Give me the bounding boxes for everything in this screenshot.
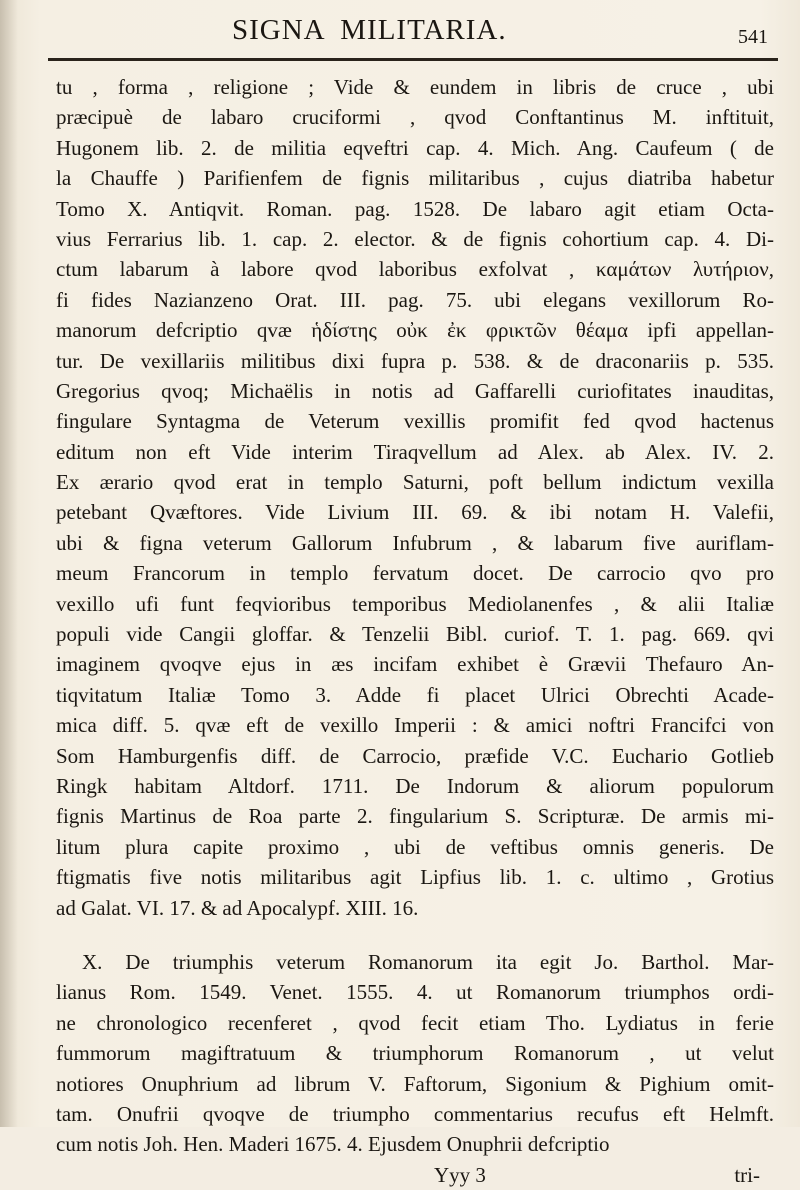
text-line: fignis Martinus de Roa parte 2. fingularium S. Scripturæ. De armis mi- (56, 804, 774, 829)
catchword-line (56, 1160, 774, 1190)
binding-shadow (0, 0, 18, 1127)
text-line: ftigmatis five notis militaribus agit Lipfius lib. 1. c. ultimo , Grotius (56, 865, 774, 890)
text-line: ctum labarum à labore qvod laboribus exfolvat , καμάτων λυτήριον, (56, 257, 774, 282)
text-line: la Chauffe ) Parifienfem de fignis militaribus , cujus diatriba habetur (56, 166, 774, 191)
text-line: Tomo X. Antiqvit. Roman. pag. 1528. De labaro agit etiam Octa- (56, 196, 774, 221)
text-line: X. De triumphis veterum Romanorum ita egit Jo. Barthol. Mar- (82, 949, 774, 974)
text-line: tiqvitatum Italiæ Tomo 3. Adde fi placet Ulrici Obrechti Acade- (56, 682, 774, 707)
text-line: Som Hamburgenfis diff. de Carrocio, præfide V.C. Euchario Gotlieb (56, 743, 774, 768)
text-line: notiores Onuphrium ad librum V. Faftorum, Sigonium & Pighium omit- (56, 1071, 774, 1096)
text-line: Hugonem lib. 2. de militia eqveftri cap. 4. Mich. Ang. Caufeum ( de (56, 135, 774, 160)
text-line: vexillo ufi funt feqvioribus temporibus Mediolanenfes , & alii Italiæ (56, 591, 774, 616)
text-line: fingulare Syntagma de Veterum vexillis promifit fed qvod hactenus (56, 409, 774, 434)
text-line: imaginem qvoqve ejus in æs incifam exhibet è Grævii Thefauro An- (56, 652, 774, 677)
text-line: Ex ærario qvod erat in templo Saturni, poft bellum indictum vexilla (56, 470, 774, 495)
text-line: Ringk habitam Altdorf. 1711. De Indorum & aliorum populorum (56, 773, 774, 798)
text-line: fi fides Nazianzeno Orat. III. pag. 75. ubi elegans vexillorum Ro- (56, 287, 774, 312)
text-line: Gregorius qvoq; Michaëlis in notis ad Gaffarelli curiofitates inauditas, (56, 378, 774, 403)
text-line: editum non eft Vide interim Tiraqvellum ad Alex. ab Alex. IV. 2. (56, 439, 774, 464)
text-line: litum plura capite proximo , ubi de veftibus omnis generis. De (56, 834, 774, 859)
text-line: tu , forma , religione ; Vide & eundem in libris de cruce , ubi (56, 75, 774, 99)
text-line: vius Ferrarius lib. 1. cap. 2. elector. & de fignis cohortium cap. 4. Di- (56, 226, 774, 251)
text-line: manorum defcriptio qvæ ἡδίστης οὐκ ἐκ φρικτῶν θέαμα ipfi appellan- (56, 318, 774, 343)
text-line: tur. De vexillariis militibus dixi fupra p. 538. & de draconariis p. 535. (56, 348, 774, 373)
text-line: mica diff. 5. qvæ eft de vexillo Imperii : & amici noftri Francifci von (56, 713, 774, 738)
running-head (0, 14, 800, 54)
text-line: tam. Onufrii qvoqve de triumpho commentarius recufus eft Helmft. (56, 1101, 774, 1126)
paragraph-gap (56, 923, 774, 947)
header-rule (48, 58, 778, 61)
text-line: ubi & figna veterum Gallorum Infubrum , & labarum five auriflam- (56, 530, 774, 555)
text-line: petebant Qvæftores. Vide Livium III. 69. & ibi notam H. Valefii, (56, 500, 774, 525)
paragraph-2 (56, 947, 774, 1160)
text-line: ne chronologico recenferet , qvod fecit etiam Tho. Lydiatus in ferie (56, 1010, 774, 1035)
text-line: fummorum magiftratuum & triumphorum Romanorum , ut velut (56, 1041, 774, 1066)
text-line: cum notis Joh. Hen. Maderi 1675. 4. Ejusdem Onuphrii defcriptio (56, 1132, 610, 1157)
text-line: meum Francorum in templo fervatum docet. De carrocio qvo pro (56, 561, 774, 586)
body-text (56, 72, 774, 1190)
page-number: 541 (738, 26, 768, 48)
signature-mark: Yyy 3 (434, 1162, 486, 1187)
paragraph-1 (56, 72, 774, 923)
running-title: SIGNA MILITARIA. (232, 14, 507, 46)
text-line: ad Galat. VI. 17. & ad Apocalypf. XIII. 16. (56, 895, 419, 920)
text-line: lianus Rom. 1549. Venet. 1555. 4. ut Romanorum triumphos ordi- (56, 980, 774, 1005)
text-line: populi vide Cangii gloffar. & Tenzelii Bibl. curiof. T. 1. pag. 669. qvi (56, 622, 774, 647)
text-line: præcipuè de labaro cruciformi , qvod Conftantinus M. inftituit, (56, 105, 774, 130)
catchword: tri- (734, 1162, 760, 1187)
